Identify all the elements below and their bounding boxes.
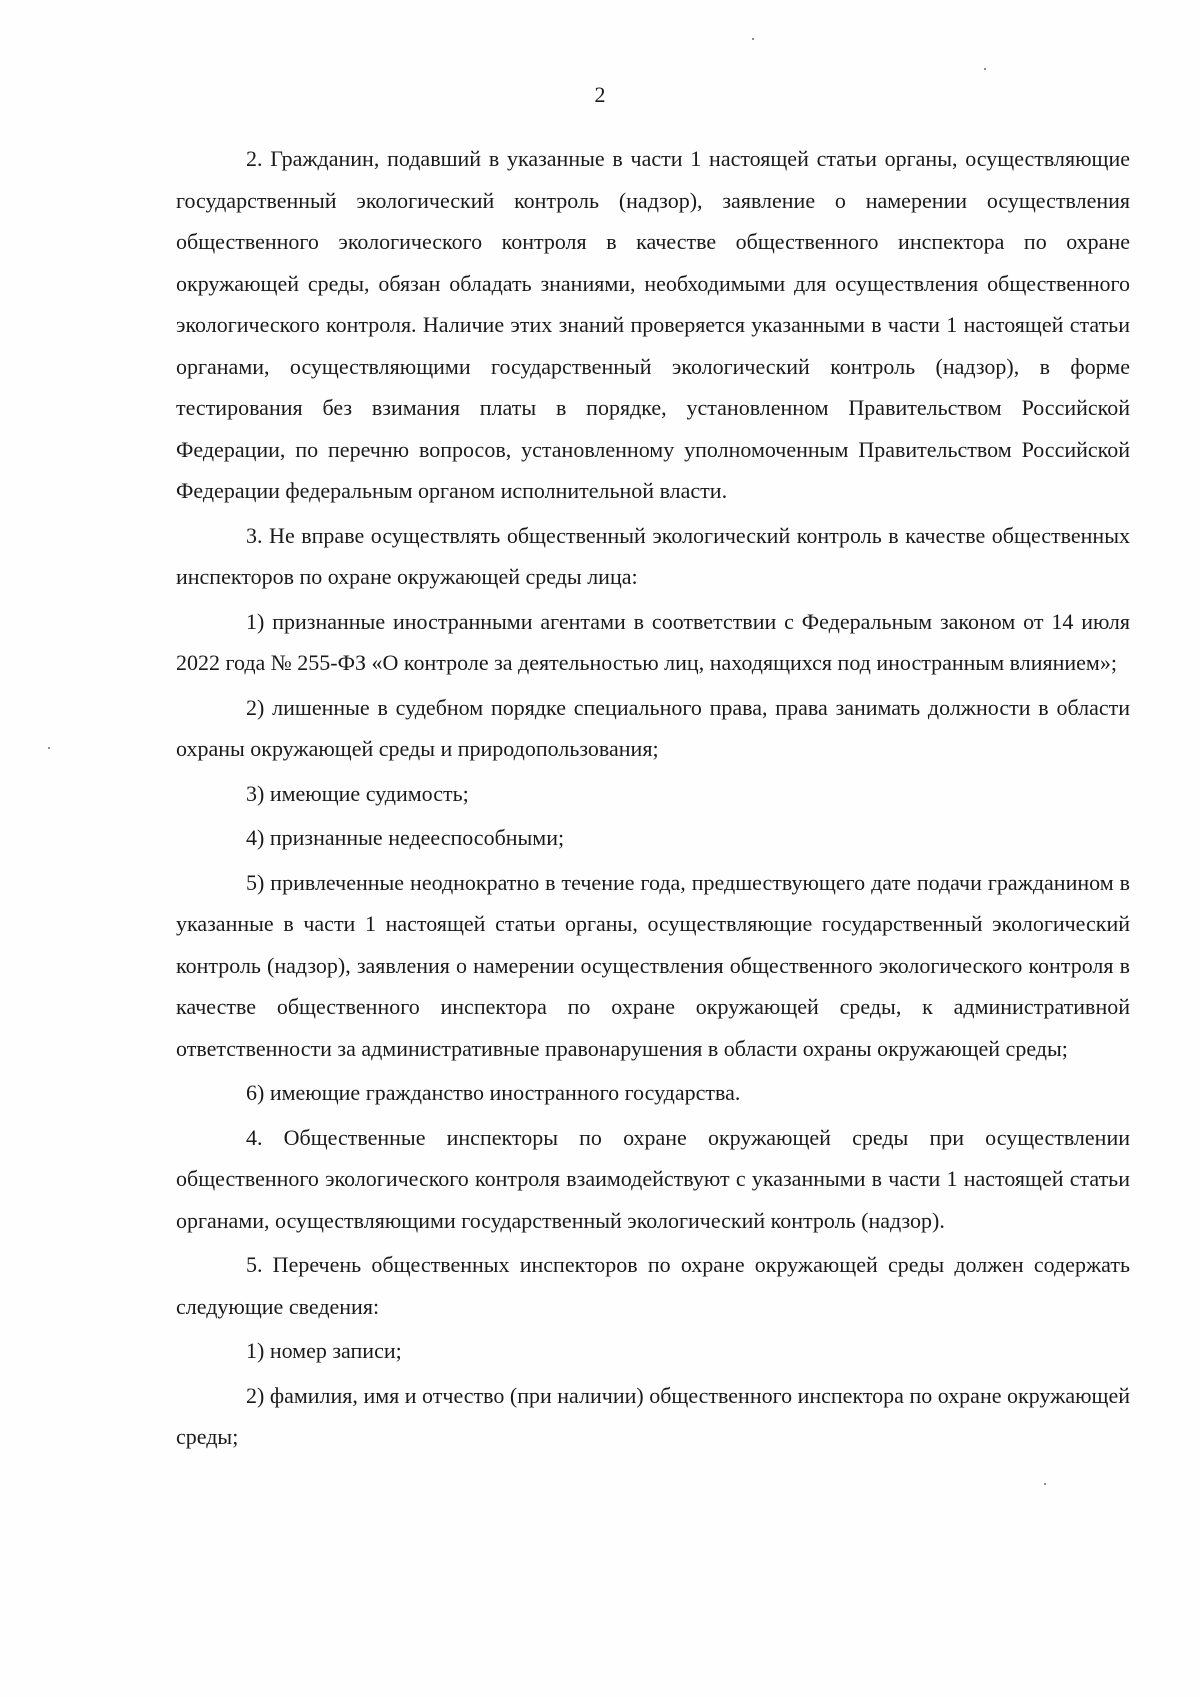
list-item-5-1: 1) номер записи;: [246, 1338, 402, 1363]
paragraph-part-4: 4. Общественные инспекторы по охране окружающей среды при осуществлении общественного экологического контроля взаимодействуют с указанными в части 1 настоящей статьи органами, осуществляющими государственный экологический контроль (надзор).: [176, 1124, 1130, 1233]
list-item-3-1: 1) признанные иностранными агентами в соответствии с Федеральным законом от 14 июля 2022 года № 255-ФЗ «О контроле за деятельностью лиц, находящихся под иностранным влиянием»;: [176, 608, 1130, 675]
scan-speck: [752, 38, 754, 40]
list-item-3-5: 5) привлеченные неоднократно в течение года, предшествующего дате подачи гражданином в указанные в части 1 настоящей статьи органы, осуществляющие государственный экологический контроль (надзор), заявления о намерении осуществления общественного экологического контроля в качестве общественного инспектора по охране окружающей среды, к административной ответственности за административные правонарушения в области охраны окружающей среды;: [176, 869, 1130, 1061]
paragraph-part-3: 3. Не вправе осуществлять общественный экологический контроль в качестве общественных инспекторов по охране окружающей среды лица:: [176, 522, 1130, 589]
scan-speck: [1044, 1483, 1046, 1485]
list-item-3-6: 6) имеющие гражданство иностранного государства.: [246, 1080, 741, 1105]
scan-speck: [48, 747, 50, 749]
list-item-3-2: 2) лишенные в судебном порядке специального права, права занимать должности в области охраны окружающей среды и природопользования;: [176, 694, 1130, 761]
paragraph-part-5: 5. Перечень общественных инспекторов по охране окружающей среды должен содержать следующие сведения:: [176, 1252, 1130, 1319]
page-number: 2: [594, 82, 606, 107]
list-item-3-4: 4) признанные недееспособными;: [246, 825, 565, 850]
scan-speck: [984, 68, 986, 70]
list-item-5-2: 2) фамилия, имя и отчество (при наличии) общественного инспектора по охране окружающей среды;: [176, 1382, 1130, 1449]
document-body: [176, 138, 1130, 1458]
list-item-3-3: 3) имеющие судимость;: [246, 780, 469, 806]
paragraph-part-2: 2. Гражданин, подавший в указанные в части 1 настоящей статьи органы, осуществляющие государственный экологический контроль (надзор), заявление о намерении осуществления общественного экологического контроля в качестве общественного инспектора по охране окружающей среды, обязан обладать знаниями, необходимыми для осуществления общественного экологического контроля. Наличие этих знаний проверяется указанными в части 1 настоящей статьи органами, осуществляющими государственный экологический контроль (надзор), в форме тестирования без взимания платы в порядке, установленном Правительством Российской Федерации, по перечню вопросов, установленному уполномоченным Правительством Российской Федерации федеральным органом исполнительной власти.: [176, 146, 1130, 503]
